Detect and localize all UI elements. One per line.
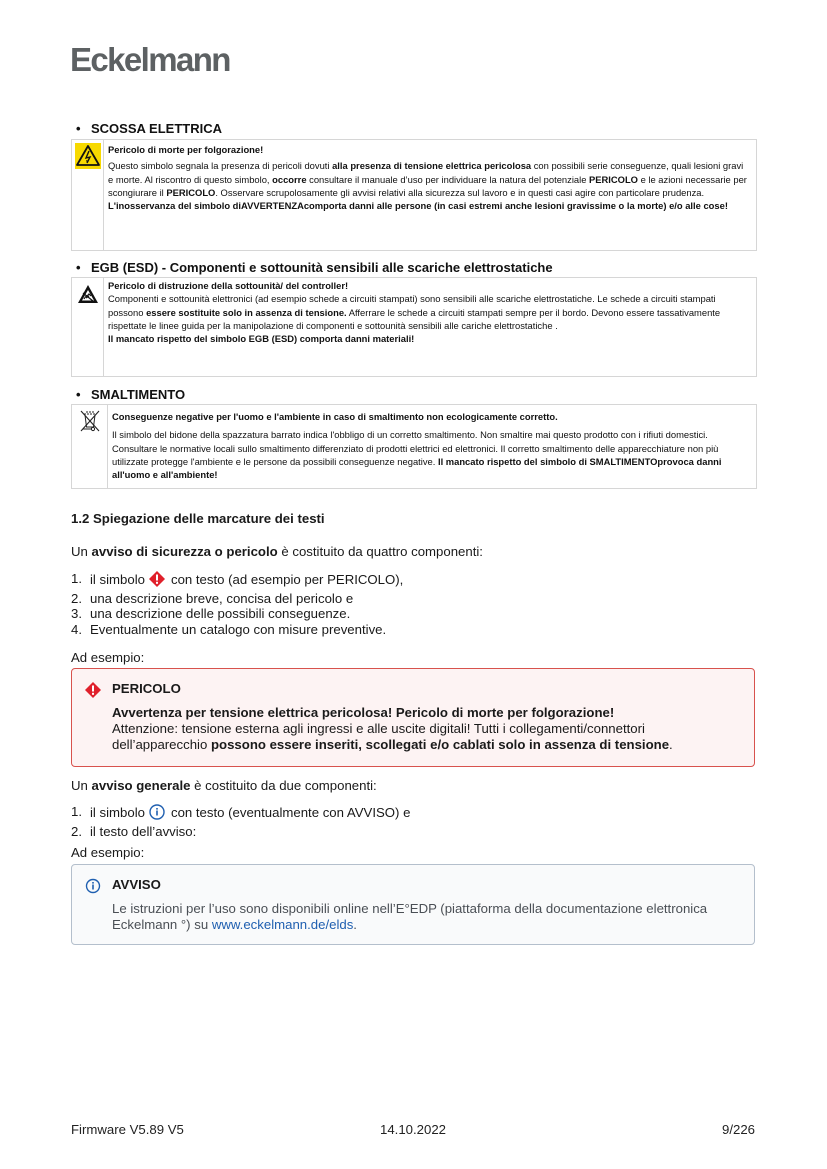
info-text: Le istruzioni per l’uso sono disponibili online nell’E°EDP (piattaforma della documentazione elettronica (112, 901, 708, 916)
text: Afferrare le schede a circuiti stampati sempre per il bordo. Devono essere tassativamente rispettate le linee guida per la manipolazione di componenti e sottounità sensibili alle cariche elettrostatiche . (108, 306, 721, 331)
danger-headline: Avvertenza per tensione elettrica pericolosa! Pericolo di morte per folgorazione! (112, 705, 615, 720)
info-title: AVVISO (112, 877, 161, 892)
bold-text: avviso di sicurezza o pericolo (91, 544, 278, 559)
list-number: 2. (71, 590, 82, 606)
bold-text: avviso generale (91, 778, 191, 793)
text: dell’apparecchio (112, 737, 211, 752)
text: Eckelmann °) su (112, 917, 212, 932)
danger-diamond-icon (85, 682, 101, 702)
info-circle-icon (149, 804, 165, 824)
section-heading-text: EGB (ESD) - Componenti e sottounità sensibili alle scariche elettrostatiche (91, 260, 553, 275)
section-heading-text: SMALTIMENTO (91, 387, 186, 402)
list-number: 1. (71, 804, 82, 819)
warning-text (108, 405, 756, 488)
bold-text: PERICOLO (166, 186, 216, 198)
text: Il simbolo del bidone della spazzatura barrato indica l'obbligo di un corretto smaltimento. Non smaltire mai questo prodotto con i rifiuti domestici. Consultare le normative locali sullo smaltimento differenziato di prodotti elettrici ed elettronici. Il corretto smaltimento delle apparecchiature non più utilizzate protegge l'ambiente e le persone da possibili conseguenze negative. (112, 429, 719, 467)
example-label: Ad esempio: (71, 845, 145, 860)
eckelmann-logo: Eckelmann (70, 41, 230, 78)
list-item (71, 606, 403, 622)
warning-title: Pericolo di morte per folgorazione! (108, 144, 264, 155)
text: è costituito da quattro componenti: (277, 544, 483, 559)
warning-body (108, 159, 751, 199)
general-intro (71, 778, 377, 793)
bold-text: PERICOLO (589, 173, 638, 185)
list-text (90, 804, 410, 824)
crossed-bin-icon (78, 409, 102, 433)
warning-box-disposal (71, 404, 757, 489)
text: . (669, 737, 673, 752)
danger-text (112, 737, 744, 753)
danger-example-box (71, 668, 755, 767)
bullet: • (76, 121, 81, 136)
list-number: 3. (71, 606, 82, 622)
info-example-box (71, 864, 755, 945)
text: il simbolo (90, 572, 145, 587)
bold-text: possono essere inseriti, scollegati e/o cablati solo in assenza di tensione (210, 737, 670, 752)
footer-firmware: Firmware V5.89 V5 (71, 1122, 184, 1137)
warning-title: Conseguenze negative per l'uomo e l'ambiente in caso di smaltimento non ecologicamente corretto. (112, 411, 558, 422)
danger-body (112, 705, 744, 753)
bold-text: Il mancato rispetto del simbolo di SMALTIMENTOprovoca danni all'uomo e all'ambiente! (112, 455, 722, 481)
text: Un (71, 778, 92, 793)
warning-icon-cell (72, 405, 108, 488)
general-components-list (71, 804, 410, 839)
list-text (90, 571, 403, 591)
bold-text: essere sostituite solo in assenza di tensione. (146, 306, 347, 318)
list-text: una descrizione delle possibili conseguenze. (90, 606, 351, 622)
danger-title: PERICOLO (112, 681, 181, 696)
safety-components-list (71, 571, 403, 637)
section-1-2-heading: 1.2 Spiegazione delle marcature dei testi (71, 511, 325, 526)
warning-icon-cell (72, 140, 104, 250)
section-heading-esd (76, 260, 553, 275)
section-heading-electric-shock (76, 121, 222, 136)
text: Componenti e sottounità elettronici (ad esempio schede a circuiti stampati) sono sensibili alle scariche elettrostatiche. Le schede a circuiti stampati possono (108, 293, 716, 318)
esd-warning-icon (77, 284, 99, 304)
text: è costituito da due componenti: (190, 778, 377, 793)
text: e le azioni necessarie per scongiurare il (108, 173, 747, 198)
list-item (71, 804, 410, 824)
text: . (353, 917, 357, 932)
bold-text: alla presenza di tensione elettrica pericolosa (332, 160, 532, 172)
section-heading-text: SCOSSA ELETTRICA (91, 121, 222, 136)
electric-shock-warning-icon (75, 143, 101, 169)
list-item (71, 622, 403, 638)
text: Questo simbolo segnala la presenza di pericoli dovuti (108, 160, 333, 172)
text: consultare il manuale d’uso per individuare la natura del potenziale (306, 173, 590, 185)
safety-intro (71, 544, 483, 559)
list-item (71, 571, 403, 591)
list-item (71, 824, 410, 840)
list-text: il testo dell’avviso: (90, 823, 197, 839)
footer-page-number: 9/226 (721, 1122, 755, 1137)
example-label: Ad esempio: (71, 650, 145, 665)
list-text: una descrizione breve, concisa del pericolo e (90, 590, 354, 606)
warning-box-electric-shock (71, 139, 757, 251)
list-number: 2. (71, 823, 82, 839)
elds-link[interactable]: www.eckelmann.de/elds (211, 917, 354, 932)
text: con testo (eventualmente con AVVISO) e (170, 805, 411, 820)
warning-consequence: L'inosservanza del simbolo diAVVERTENZAcomporta danni alle persone (in casi estremi anche lesioni gravissime o la morte) e/o alle cose! (108, 200, 728, 212)
footer-date: 14.10.2022 (380, 1122, 447, 1137)
danger-diamond-icon (149, 571, 165, 591)
warning-consequence: Il mancato rispetto del simbolo EGB (ESD) comporta danni materiali! (108, 333, 415, 345)
warning-title: Pericolo di distruzione della sottounità/ del controller! (108, 280, 349, 291)
text: il simbolo (90, 805, 145, 820)
info-body (112, 901, 744, 933)
list-number: 1. (71, 571, 82, 586)
danger-text: Attenzione: tensione esterna agli ingressi e alle uscite digitali! Tutti i collegamenti/connettori (112, 721, 645, 736)
warning-body (112, 428, 751, 481)
info-text (112, 917, 744, 933)
warning-text (104, 140, 756, 250)
list-item (71, 591, 403, 607)
text: con testo (ad esempio per PERICOLO), (170, 572, 404, 587)
text: . Osservare scrupolosamente gli avvisi relativi alla sicurezza sul lavoro e in questi casi agire con particolare prudenza. (215, 186, 705, 198)
warning-body (108, 292, 751, 332)
section-heading-disposal (76, 387, 185, 402)
text: con possibili serie conseguenze, quali lesioni gravi e morte. Al riscontro di questo simbolo, (108, 160, 744, 185)
list-number: 4. (71, 621, 82, 637)
info-circle-icon (85, 878, 101, 898)
warning-box-esd (71, 277, 757, 377)
warning-text (104, 278, 756, 376)
list-text: Eventualmente un catalogo con misure preventive. (90, 621, 387, 637)
text: Un (71, 544, 92, 559)
warning-icon-cell (72, 278, 104, 376)
bold-text: occorre (272, 173, 307, 185)
bullet: • (76, 260, 81, 275)
bullet: • (76, 387, 81, 402)
